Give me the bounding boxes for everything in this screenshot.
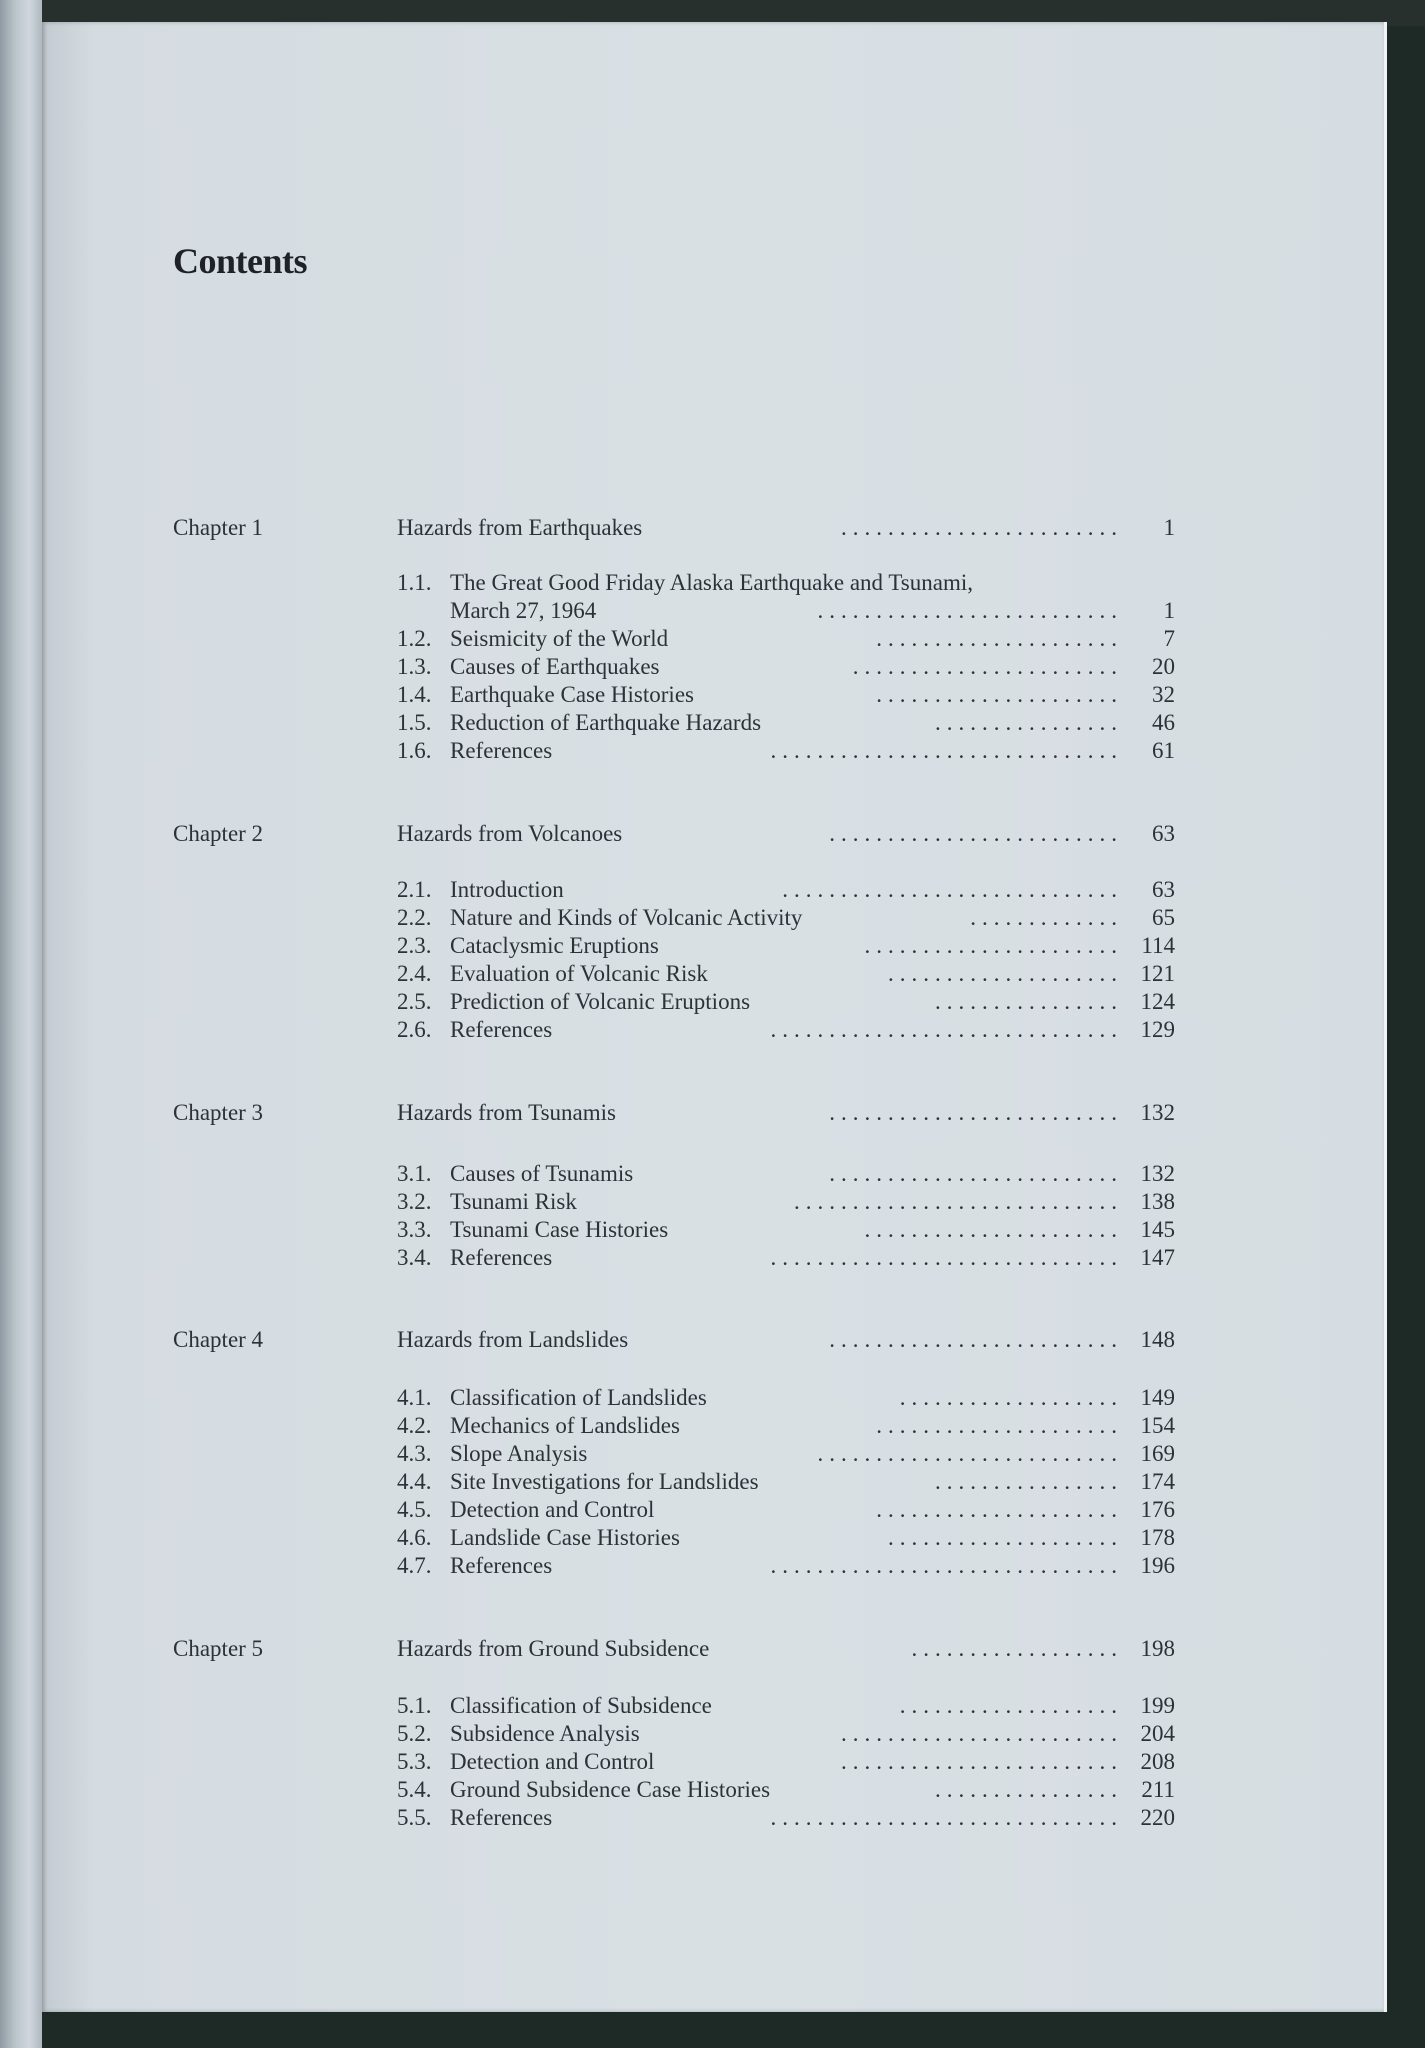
section-number: 1.1.: [397, 570, 432, 595]
page-number: 138: [1140, 1189, 1175, 1214]
toc-entry: [397, 626, 1175, 654]
section-title: Detection and Control: [450, 1497, 655, 1522]
dot-leader: .............: [970, 905, 1123, 930]
toc-entry: [397, 570, 1175, 598]
section-title: Slope Analysis: [450, 1441, 588, 1466]
page-number: 220: [1140, 1805, 1175, 1830]
section-number: 4.6.: [397, 1525, 432, 1550]
section-title: Cataclysmic Eruptions: [450, 933, 659, 958]
section-number: 2.2.: [397, 905, 432, 930]
toc-entry: [397, 877, 1175, 905]
section-number: 1.5.: [397, 710, 432, 735]
dot-leader: ...................: [899, 1385, 1123, 1410]
section-number: 3.1.: [397, 1161, 432, 1186]
page-edge: [1384, 22, 1387, 2012]
section-title: Tsunami Case Histories: [450, 1217, 669, 1242]
dot-leader: ....................: [888, 1525, 1123, 1550]
page-number: 124: [1140, 989, 1175, 1014]
page-number: 148: [1140, 1327, 1175, 1352]
page-number: 145: [1140, 1217, 1175, 1242]
dot-leader: ..........................: [817, 598, 1123, 623]
section-title: Mechanics of Landslides: [450, 1413, 680, 1438]
toc-entry: [397, 710, 1175, 738]
section-number: 1.2.: [397, 626, 432, 651]
section-number: 2.5.: [397, 989, 432, 1014]
toc-entry: [397, 1385, 1175, 1413]
dot-leader: ..............................: [770, 1245, 1123, 1270]
page-number: 211: [1141, 1777, 1175, 1802]
page-title: Contents: [173, 241, 308, 281]
section-number: 3.2.: [397, 1189, 432, 1214]
toc-entry: [397, 682, 1175, 710]
section-title: Ground Subsidence Case Histories: [450, 1777, 771, 1802]
section-title: Classification of Subsidence: [450, 1693, 712, 1718]
toc-entry: [397, 1553, 1175, 1581]
chapter-label: Chapter 4: [173, 1327, 264, 1352]
toc-entry: [397, 1749, 1175, 1777]
dot-leader: .....................: [876, 682, 1123, 707]
toc-entry: [397, 933, 1175, 961]
dot-leader: ................: [935, 1469, 1123, 1494]
page-number: 1: [1163, 515, 1175, 540]
page-number: 129: [1140, 1017, 1175, 1042]
dot-leader: .........................: [829, 1161, 1123, 1186]
section-title: References: [450, 1245, 553, 1270]
toc-entry: [397, 961, 1175, 989]
page-number: 169: [1140, 1441, 1175, 1466]
section-number: 5.1.: [397, 1693, 432, 1718]
page-number: 204: [1140, 1721, 1175, 1746]
page-number: 61: [1152, 738, 1175, 763]
dot-leader: ....................: [888, 961, 1123, 986]
section-title: Evaluation of Volcanic Risk: [450, 961, 708, 986]
section-title: Seismicity of the World: [450, 626, 669, 651]
toc-entry: [397, 1777, 1175, 1805]
toc-entry: [397, 1497, 1175, 1525]
toc-entry: [397, 1413, 1175, 1441]
dot-leader: ..............................: [770, 1805, 1123, 1830]
chapter-title: Hazards from Tsunamis: [397, 1100, 616, 1125]
toc-entry: [397, 905, 1175, 933]
toc-entry: [397, 1721, 1175, 1749]
book-spine-edge: [0, 0, 42, 2048]
page-number: 63: [1152, 821, 1175, 846]
toc-entry: [397, 1245, 1175, 1273]
toc-entry: [397, 1217, 1175, 1245]
dot-leader: ........................: [841, 1721, 1123, 1746]
section-title: References: [450, 738, 553, 763]
chapter-title: Hazards from Volcanoes: [397, 821, 623, 846]
chapter-heading: [397, 1636, 1175, 1664]
page-number: 121: [1140, 961, 1175, 986]
section-number: 4.2.: [397, 1413, 432, 1438]
section-number: 4.7.: [397, 1553, 432, 1578]
section-number: 4.4.: [397, 1469, 432, 1494]
section-number: 2.6.: [397, 1017, 432, 1042]
toc-entry: [397, 1469, 1175, 1497]
dot-leader: ...................: [899, 1693, 1123, 1718]
section-number: 1.6.: [397, 738, 432, 763]
section-title: The Great Good Friday Alaska Earthquake and Tsunami,: [450, 570, 973, 595]
page-number: 196: [1140, 1553, 1175, 1578]
dot-leader: ............................: [794, 1189, 1123, 1214]
dot-leader: .....................: [876, 1497, 1123, 1522]
section-title: Landslide Case Histories: [450, 1525, 680, 1550]
chapter-heading: [397, 1327, 1175, 1355]
section-title: Causes of Earthquakes: [450, 654, 660, 679]
page-number: 199: [1140, 1693, 1175, 1718]
dot-leader: .........................: [829, 1327, 1123, 1352]
page-number: 114: [1141, 933, 1175, 958]
section-number: 2.3.: [397, 933, 432, 958]
section-number: 5.4.: [397, 1777, 432, 1802]
dot-leader: .........................: [829, 1100, 1123, 1125]
page-number: 149: [1140, 1385, 1175, 1410]
chapter-title: Hazards from Landslides: [397, 1327, 629, 1352]
section-title: Tsunami Risk: [450, 1189, 577, 1214]
dot-leader: .....................: [876, 1413, 1123, 1438]
dot-leader: ..........................: [817, 1441, 1123, 1466]
section-number: 1.3.: [397, 654, 432, 679]
page-number: 154: [1140, 1413, 1175, 1438]
page-number: 65: [1152, 905, 1175, 930]
chapter-label: Chapter 1: [173, 515, 264, 540]
section-number: 4.1.: [397, 1385, 432, 1410]
chapter-title: Hazards from Earthquakes: [397, 515, 643, 540]
toc-entry: [397, 1017, 1175, 1045]
toc-entry: [397, 1161, 1175, 1189]
chapter-label: Chapter 2: [173, 821, 264, 846]
toc-entry: [397, 1693, 1175, 1721]
dot-leader: .....................: [876, 626, 1123, 651]
dot-leader: ..............................: [770, 738, 1123, 763]
dot-leader: ................: [935, 989, 1123, 1014]
toc-entry: [397, 1525, 1175, 1553]
section-title-continuation: March 27, 1964: [450, 598, 597, 623]
page-number: 132: [1140, 1161, 1175, 1186]
section-title: References: [450, 1805, 553, 1830]
section-number: 2.1.: [397, 877, 432, 902]
dot-leader: ........................: [841, 1749, 1123, 1774]
section-number: 1.4.: [397, 682, 432, 707]
section-title: Prediction of Volcanic Eruptions: [450, 989, 751, 1014]
section-title: Causes of Tsunamis: [450, 1161, 634, 1186]
section-title: References: [450, 1553, 553, 1578]
chapter-title: Hazards from Ground Subsidence: [397, 1636, 710, 1661]
section-title: Subsidence Analysis: [450, 1721, 640, 1746]
toc-entry-continuation: [397, 598, 1175, 626]
toc-entry: [397, 1189, 1175, 1217]
toc-entry: [397, 654, 1175, 682]
section-number: 5.5.: [397, 1805, 432, 1830]
toc-entry: [397, 1441, 1175, 1469]
dot-leader: ................: [935, 1777, 1123, 1802]
chapter-label: Chapter 3: [173, 1100, 264, 1125]
section-title: Classification of Landslides: [450, 1385, 707, 1410]
section-title: Detection and Control: [450, 1749, 655, 1774]
toc-entry: [397, 738, 1175, 766]
toc-entry: [397, 989, 1175, 1017]
toc-entry: [397, 1805, 1175, 1833]
section-number: 5.3.: [397, 1749, 432, 1774]
page-number: 132: [1140, 1100, 1175, 1125]
section-title: References: [450, 1017, 553, 1042]
section-number: 4.5.: [397, 1497, 432, 1522]
page-number: 63: [1152, 877, 1175, 902]
dot-leader: .......................: [852, 654, 1123, 679]
page-number: 178: [1140, 1525, 1175, 1550]
dot-leader: ..............................: [770, 1553, 1123, 1578]
chapter-heading: [397, 821, 1175, 849]
dot-leader: .............................: [782, 877, 1123, 902]
page-number: 7: [1163, 626, 1175, 651]
chapter-heading: [397, 515, 1175, 543]
section-title: Reduction of Earthquake Hazards: [450, 710, 762, 735]
page-number: 147: [1140, 1245, 1175, 1270]
page-number: 1: [1163, 598, 1175, 623]
dot-leader: ......................: [864, 1217, 1123, 1242]
page-number: 176: [1140, 1497, 1175, 1522]
section-number: 3.4.: [397, 1245, 432, 1270]
section-title: Nature and Kinds of Volcanic Activity: [450, 905, 803, 930]
dot-leader: ......................: [864, 933, 1123, 958]
dot-leader: ................: [935, 710, 1123, 735]
page-number: 20: [1152, 654, 1175, 679]
section-title: Earthquake Case Histories: [450, 682, 694, 707]
dot-leader: ..................: [911, 1636, 1123, 1661]
section-number: 2.4.: [397, 961, 432, 986]
chapter-heading: [397, 1100, 1175, 1128]
page-number: 32: [1152, 682, 1175, 707]
chapter-label: Chapter 5: [173, 1636, 264, 1661]
section-number: 3.3.: [397, 1217, 432, 1242]
section-title: Site Investigations for Landslides: [450, 1469, 759, 1494]
page-number: 174: [1140, 1469, 1175, 1494]
section-number: 4.3.: [397, 1441, 432, 1466]
dot-leader: ..............................: [770, 1017, 1123, 1042]
page-number: 46: [1152, 710, 1175, 735]
page-number: 198: [1140, 1636, 1175, 1661]
page-number: 208: [1140, 1749, 1175, 1774]
section-title: Introduction: [450, 877, 564, 902]
dot-leader: ........................: [841, 515, 1123, 540]
section-number: 5.2.: [397, 1721, 432, 1746]
dot-leader: .........................: [829, 821, 1123, 846]
